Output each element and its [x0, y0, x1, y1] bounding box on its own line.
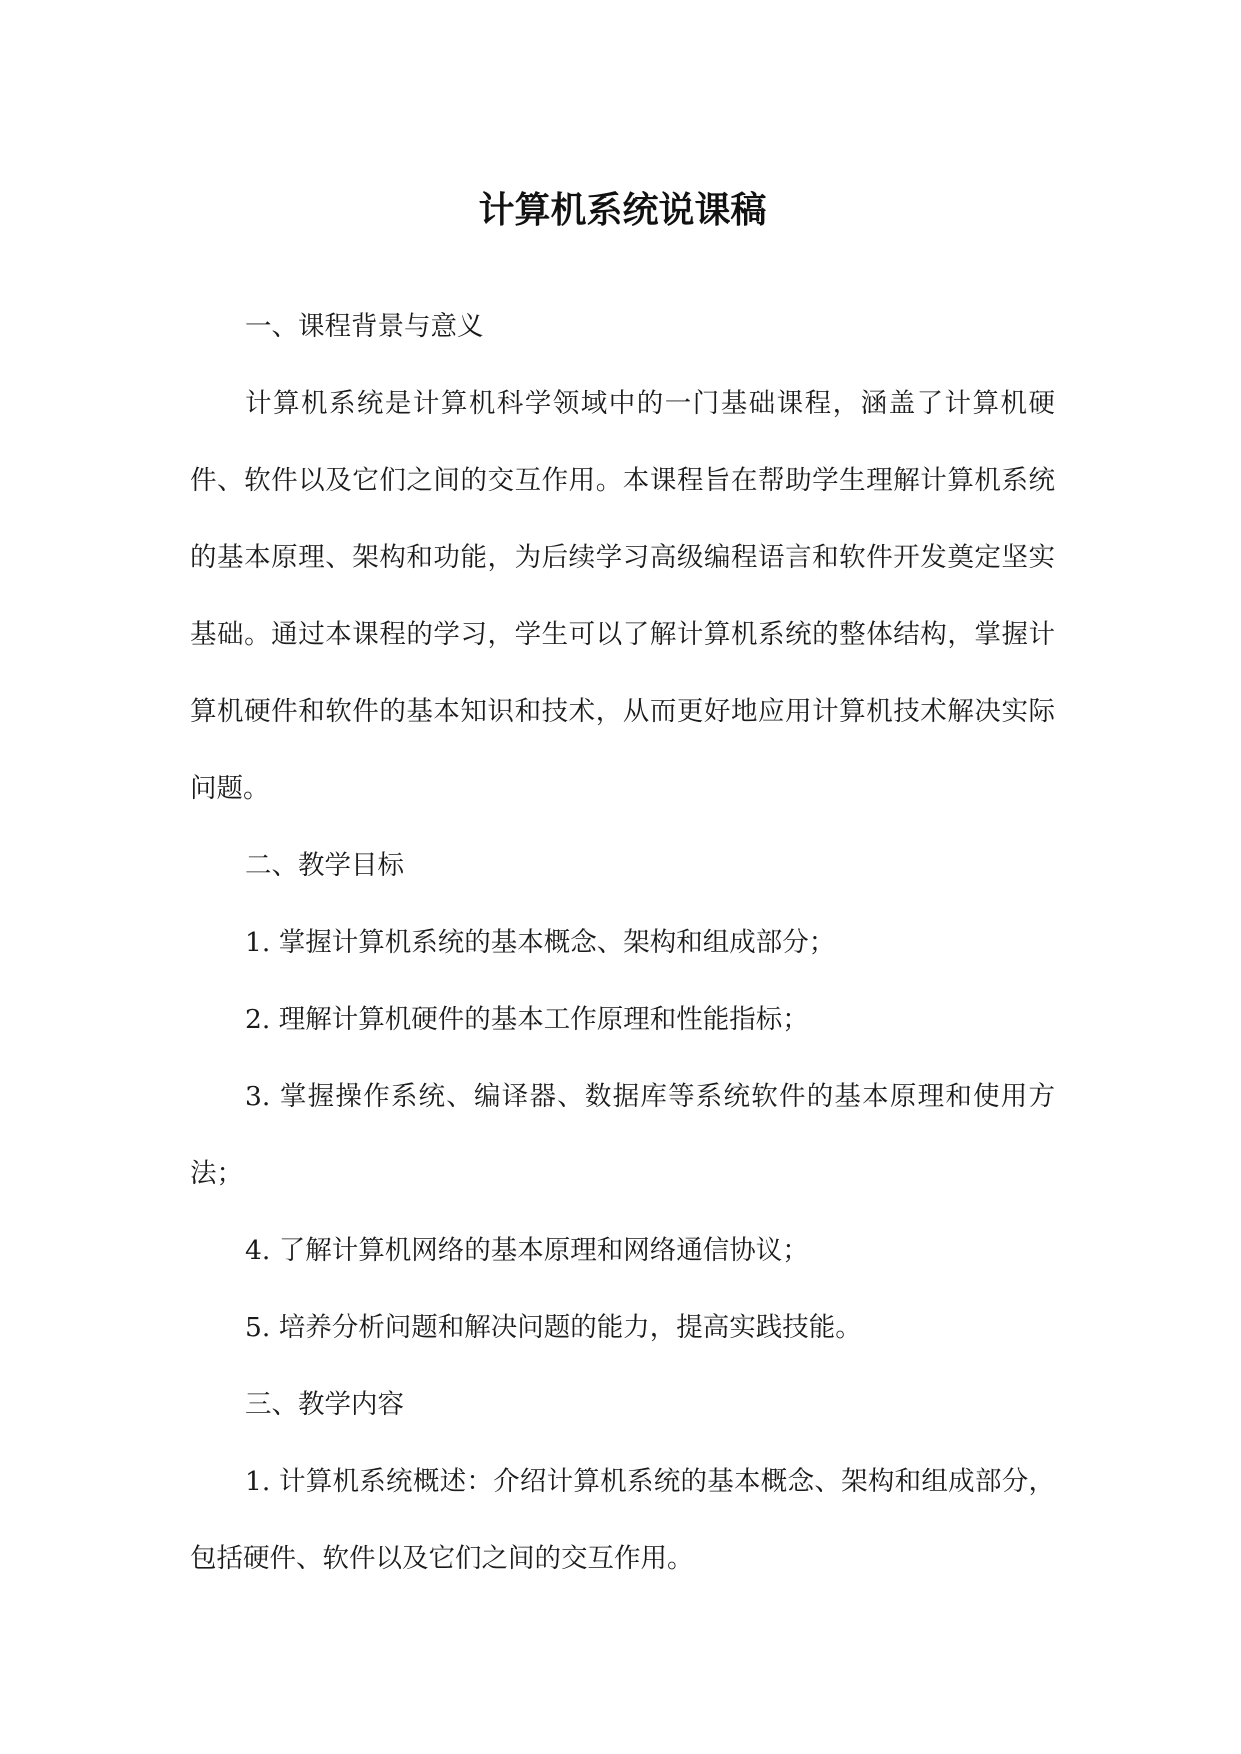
section-heading-objectives: 二、教学目标 [245, 850, 404, 881]
content-item-1: 1. 计算机系统概述：介绍计算机系统的基本概念、架构和组成部分，包括硬件、软件以及它们之间的交互作用。 [190, 1466, 1055, 1574]
document-body [190, 186, 1055, 1597]
document-title: 计算机系统说课稿 [478, 189, 767, 231]
objective-item-5: 5. 培养分析问题和解决问题的能力，提高实践技能。 [245, 1312, 862, 1343]
section-heading-content: 三、教学内容 [245, 1389, 404, 1420]
objective-item-1: 1. 掌握计算机系统的基本概念、架构和组成部分； [245, 927, 836, 958]
section-heading-background: 一、课程背景与意义 [245, 311, 484, 342]
background-paragraph: 计算机系统是计算机科学领域中的一门基础课程，涵盖了计算机硬件、软件以及它们之间的交互作用。本课程旨在帮助学生理解计算机系统的基本原理、架构和功能，为后续学习高级编程语言和软件开发奠定坚实基础。通过本课程的学习，学生可以了解计算机系统的整体结构，掌握计算机硬件和软件的基本知识和技术，从而更好地应用计算机技术解决实际问题。 [190, 388, 1055, 804]
objective-item-4: 4. 了解计算机网络的基本原理和网络通信协议； [245, 1235, 809, 1266]
objective-item-3: 3. 掌握操作系统、编译器、数据库等系统软件的基本原理和使用方法； [190, 1081, 1055, 1189]
objective-item-2: 2. 理解计算机硬件的基本工作原理和性能指标； [245, 1004, 809, 1035]
